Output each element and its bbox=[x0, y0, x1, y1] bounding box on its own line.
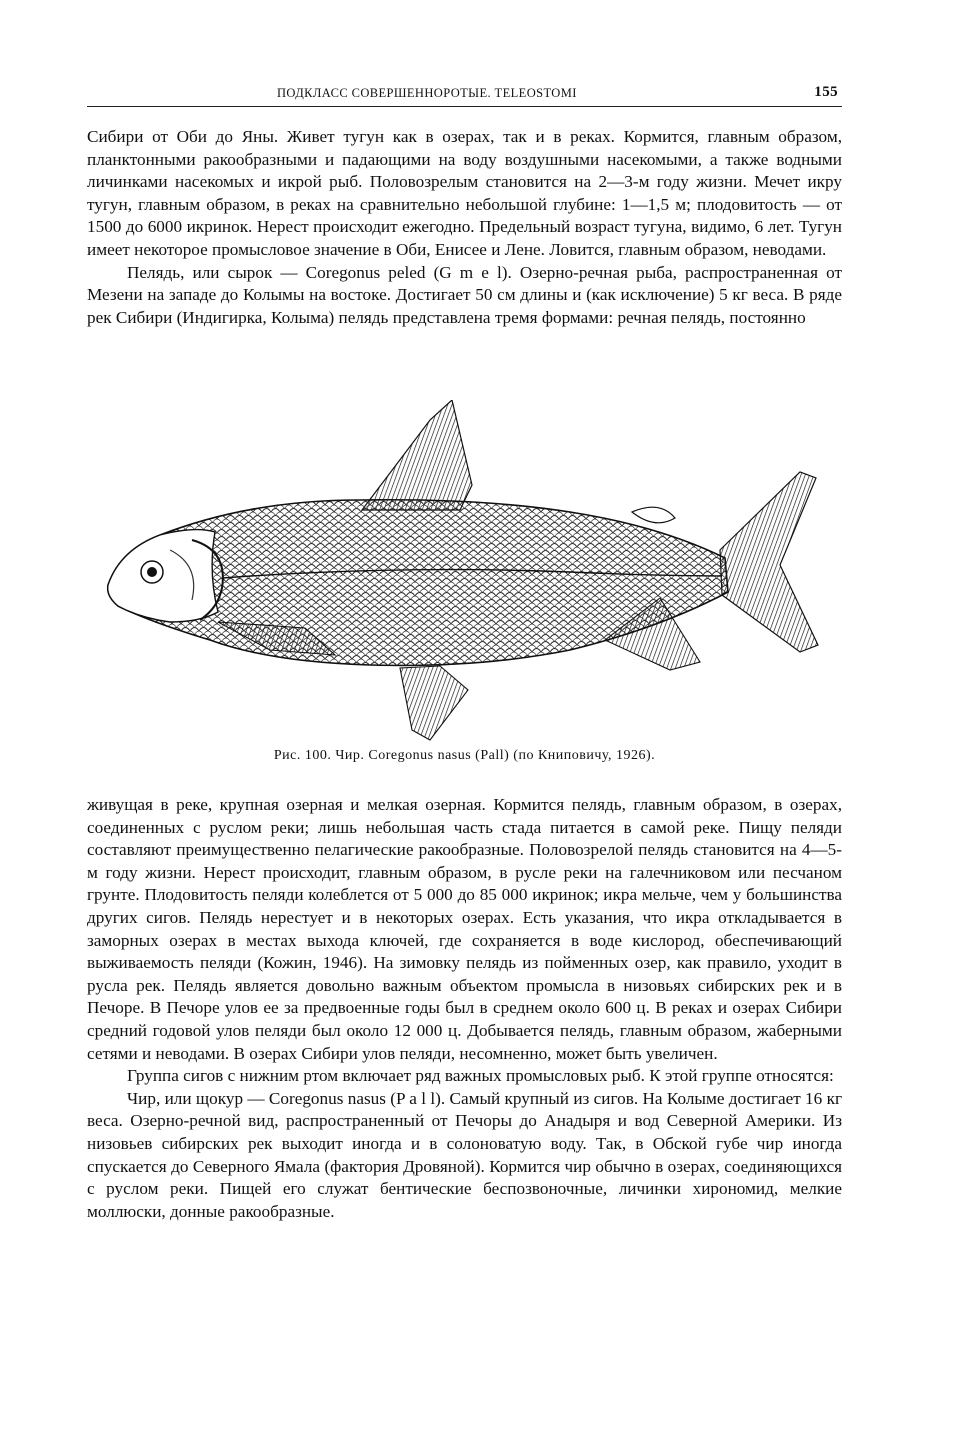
adipose-fin bbox=[632, 507, 675, 523]
paragraph-peled: Пелядь, или сырок — Coregonus peled (G m e l). Озерно-речная рыба, распространенная от Мезени на западе до Колымы на востоке. Достигает 50 см длины и (как исключение) 5 кг веса. В ряде рек Сибири (Индигирка, Колыма) пелядь представлена тремя формами: речная пелядь, постоянно bbox=[87, 262, 842, 327]
running-title: ПОДКЛАСС СОВЕРШЕННОРОТЫЕ. TELEOSTOMI bbox=[277, 86, 577, 100]
figure-caption: Рис. 100. Чир. Coregonus nasus (Pall) (по Книповичу, 1926). bbox=[273, 748, 656, 763]
paragraph-group-intro: Группа сигов с нижним ртом включает ряд важных промысловых рыб. К этой группе относятся: bbox=[127, 1066, 834, 1086]
dorsal-fin bbox=[362, 400, 472, 510]
fish-illustration bbox=[100, 400, 830, 745]
caudal-fin bbox=[720, 472, 818, 652]
text-block-bottom bbox=[87, 794, 842, 1223]
pelvic-fin bbox=[400, 666, 468, 740]
text-block-top bbox=[87, 126, 842, 329]
page-number: 155 bbox=[814, 84, 838, 100]
paragraph-chir: Чир, или щокур — Coregonus nasus (P a l l). Самый крупный из сигов. На Колыме достигает 16 кг веса. Озерно-речной вид, распространенный от Печоры до Анадыря и вод Северной Америки. Из низовьев сибирских рек выходит иногда и в солоноватую воду. Так, в Обской губе чир иногда спускается до Северного Ямала (фактория Дровяной). Кормится чир обычно в озерах, соединяющихся с руслом реки. Пищей его служат бентические беспозвоночные, личинки хирономид, мелкие моллюски, донные ракообразные. bbox=[87, 1088, 842, 1221]
paragraph-peled-continued: живущая в реке, крупная озерная и мелкая озерная. Кормится пелядь, главным образом, в озерах, соединенных с руслом реки; лишь небольшая часть стада питается в самой реке. Пищу пеляди составляют преимущественно пелагические ракообразные. Половозрелой пелядь становится на 4—5-м году жизни. Нерест происходит, главным образом, в русле реки на галечниковом или песчаном грунте. Плодовитость пеляди колеблется от 5 000 до 85 000 икринок; икра мельче, чем у большинства других сигов. Пелядь нерестует и в некоторых озерах. Есть указания, что икра откладывается в заморных озерах в местах выхода ключей, где сохраняется в воде кислород, обеспечивающий выживаемость пеляди (Кожин, 1946). На зимовку пелядь из пойменных озер, как правило, уходит в русла рек. Пелядь является довольно важным объектом промысла в низовьях сибирских рек и в Печоре. В Печоре улов ее за предвоенные годы был в среднем около 600 ц. В реках и озерах Сибири средний годовой улов пеляди был около 12 000 ц. Добывается пелядь, главным образом, жаберными сетями и неводами. В озерах Сибири улов пеляди, несомненно, может быть увеличен. bbox=[87, 795, 842, 1063]
running-header bbox=[87, 84, 842, 107]
paragraph-tugun: Сибири от Оби до Яны. Живет тугун как в озерах, так и в реках. Кормится, главным образом, планктонными ракообразными и падающими на воду воздушными насекомыми, а также водными личинками насекомых и икрой рыб. Половозрелым становится на 2—3-м году жизни. Мечет икру тугун, главным образом, в реках на сравнительно небольшой глубине: 1—1,5 м; плодовитость — от 1500 до 6000 икринок. Нерест происходит ежегодно. Предельный возраст тугуна, видимо, 6 лет. Тугун имеет некоторое промысловое значение в Оби, Енисее и Лене. Ловится, главным образом, неводами. bbox=[87, 127, 842, 259]
